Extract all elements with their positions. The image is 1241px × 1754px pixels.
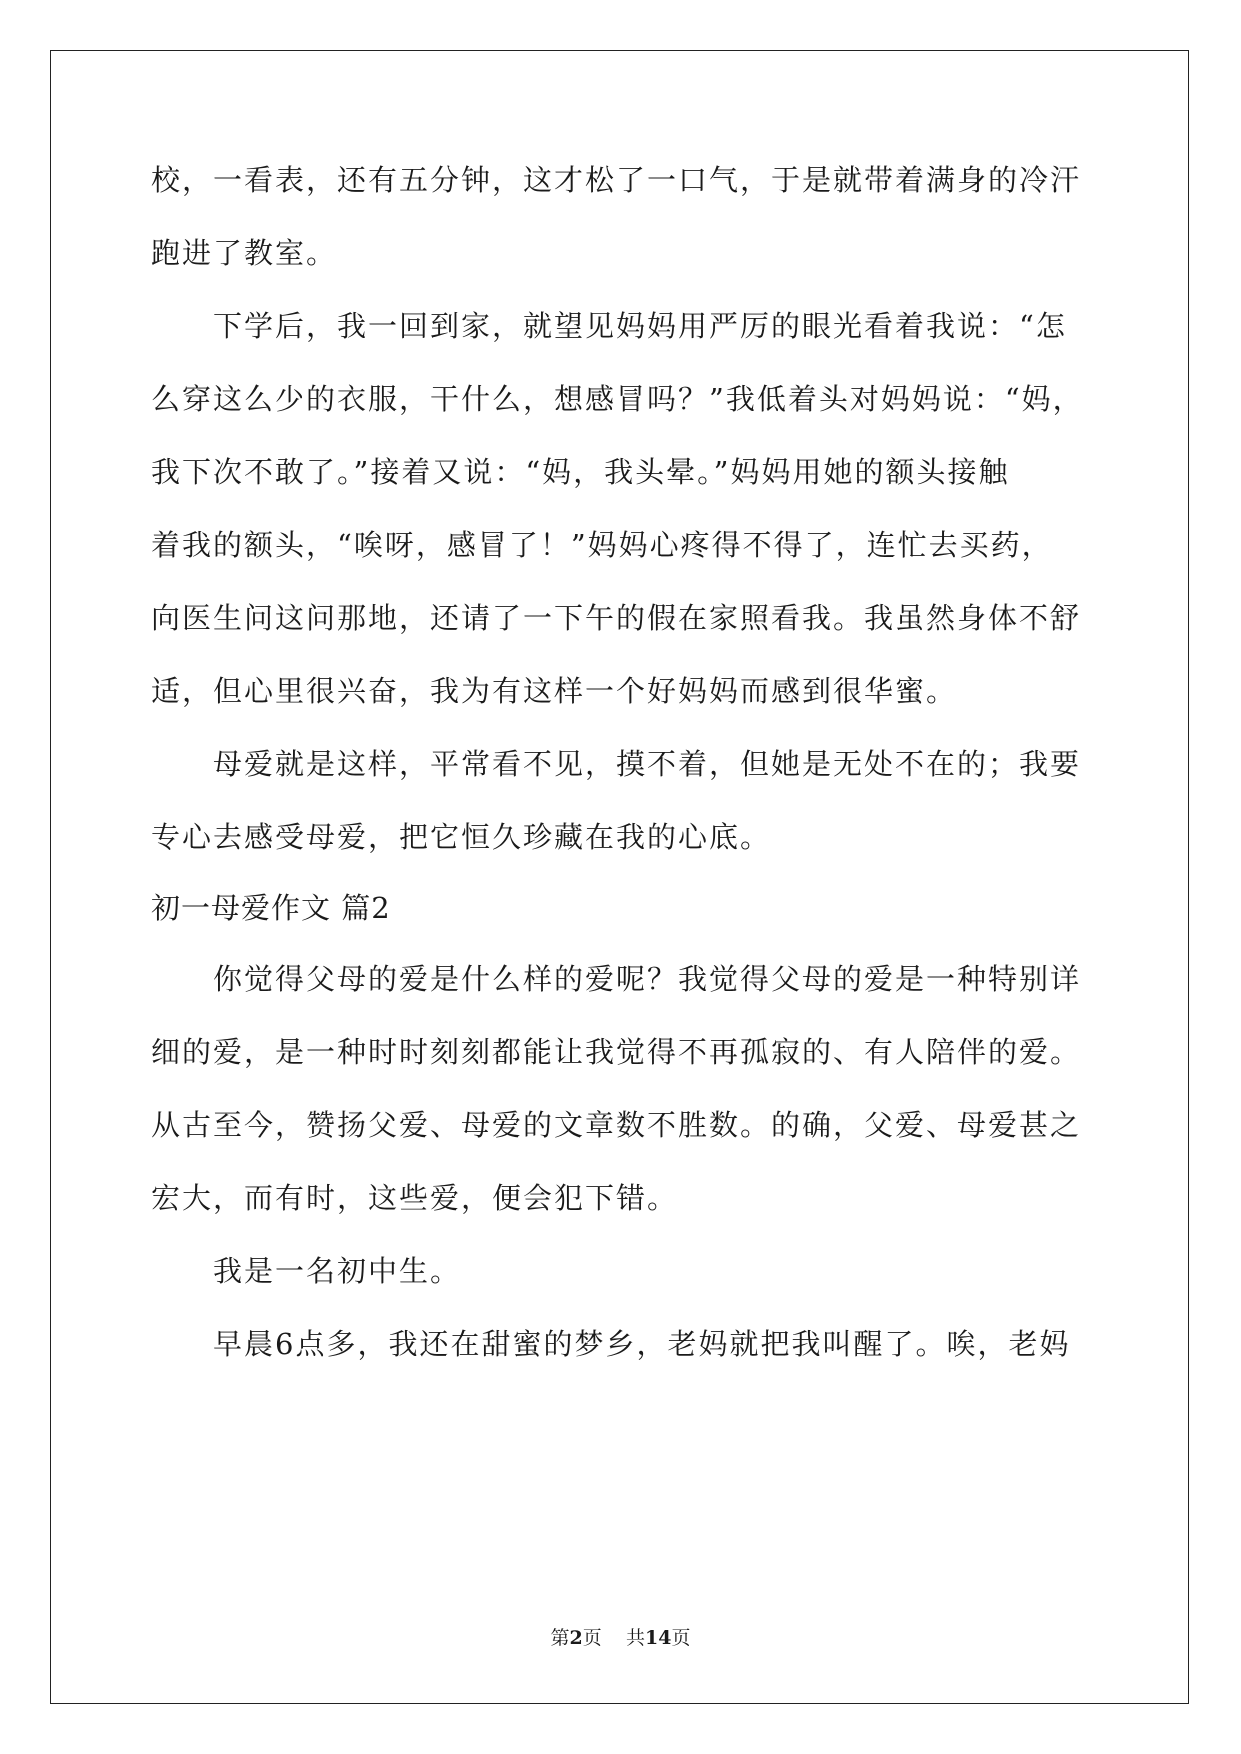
total-prefix: 共 bbox=[625, 1627, 645, 1649]
text-line: 跑进了教室。 bbox=[151, 236, 338, 270]
text-line: 校，一看表，还有五分钟，这才松了一口气，于是就带着满身的冷汗 bbox=[151, 163, 1082, 197]
text-line: 下学后，我一回到家，就望见妈妈用严厉的眼光看着我说：“怎 bbox=[151, 309, 1067, 343]
text-line: 我下次不敢了。”接着又说：“妈，我头晕。”妈妈用她的额头接触 bbox=[151, 455, 1010, 489]
page-footer bbox=[0, 1626, 1241, 1650]
section-heading: 初一母爱作文 篇2 bbox=[151, 891, 391, 925]
page-prefix: 第 bbox=[550, 1627, 570, 1649]
page-number: 2 bbox=[569, 1627, 583, 1649]
text-line: 着我的额头，“唉呀，感冒了！”妈妈心疼得不得了，连忙去买药， bbox=[151, 528, 1053, 562]
text-line: 细的爱，是一种时时刻刻都能让我觉得不再孤寂的、有人陪伴的爱。 bbox=[151, 1035, 1082, 1069]
text-line: 宏大，而有时，这些爱，便会犯下错。 bbox=[151, 1181, 679, 1215]
total-suffix: 页 bbox=[671, 1627, 691, 1649]
text-line: 我是一名初中生。 bbox=[151, 1254, 462, 1288]
page-suffix: 页 bbox=[582, 1627, 602, 1649]
text-line: 向医生问这问那地，还请了一下午的假在家照看我。我虽然身体不舒 bbox=[151, 601, 1082, 635]
text-line: 专心去感受母爱，把它恒久珍藏在我的心底。 bbox=[151, 820, 772, 854]
text-line: 从古至今，赞扬父爱、母爱的文章数不胜数。的确，父爱、母爱甚之 bbox=[151, 1108, 1082, 1142]
total-pages: 14 bbox=[644, 1627, 672, 1649]
text-line: 母爱就是这样，平常看不见，摸不着，但她是无处不在的；我要 bbox=[151, 747, 1082, 781]
text-line: 适，但心里很兴奋，我为有这样一个好妈妈而感到很华蜜。 bbox=[151, 674, 958, 708]
text-line: 么穿这么少的衣服，干什么，想感冒吗？”我低着头对妈妈说：“妈， bbox=[151, 382, 1084, 416]
page-border bbox=[50, 50, 1189, 1704]
text-line: 早晨6点多，我还在甜蜜的梦乡，老妈就把我叫醒了。唉，老妈 bbox=[151, 1327, 1071, 1361]
text-line: 你觉得父母的爱是什么样的爱呢？我觉得父母的爱是一种特别详 bbox=[151, 962, 1082, 996]
